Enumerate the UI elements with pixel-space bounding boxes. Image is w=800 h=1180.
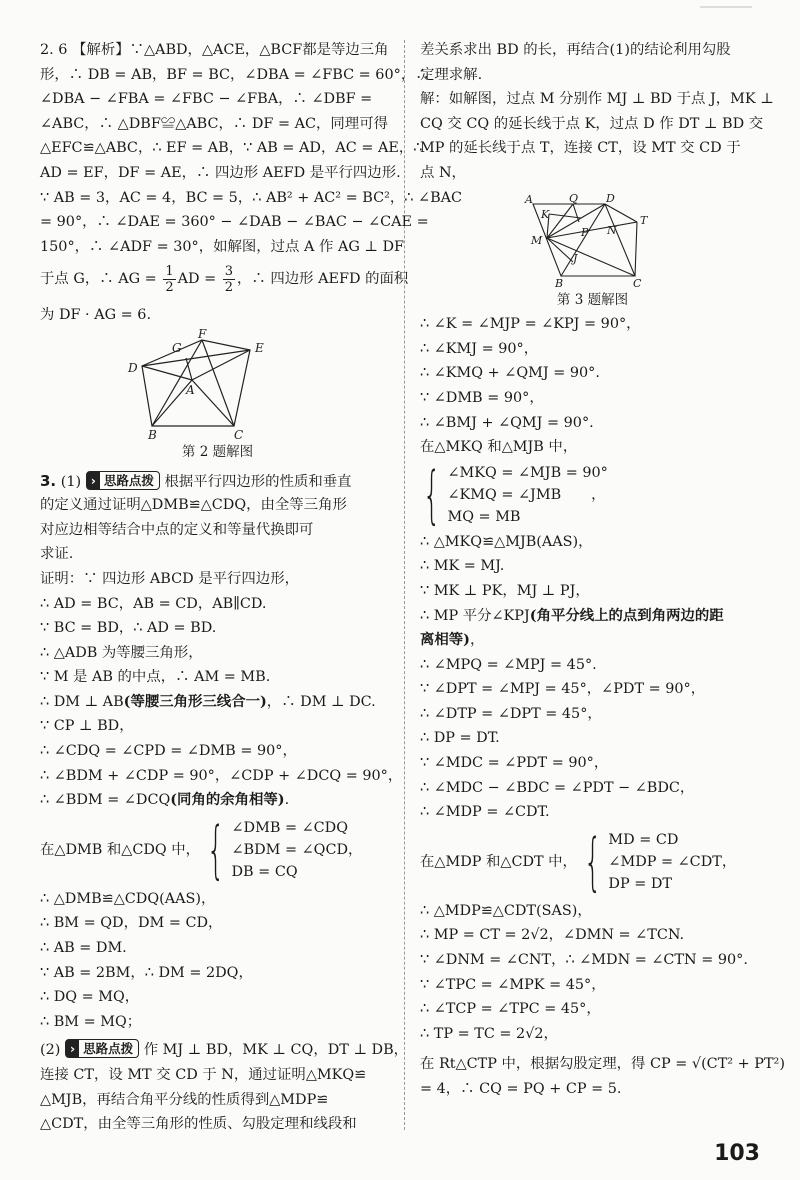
chevron-right-icon: › [87,472,100,489]
system-row: ∠MKQ = ∠MJB = 90° [447,464,608,481]
p3-hint-line: 的定义通过证明△DMB≌△CDQ，由全等三角形 [40,497,347,514]
system-row: ∠KMQ = ∠JMB [447,486,562,503]
system-1 [40,813,395,887]
proof-line [40,690,395,715]
proof-line: ∴ ∠CDQ = ∠CPD = ∠DMB = 90°， [40,743,297,760]
p2-line: ∠DBA − ∠FBA = ∠FBC − ∠FBA，∴ ∠DBF = [40,91,373,108]
part-label: (2) [40,1042,61,1059]
fig2-label: E [254,340,264,355]
scan-mark [700,6,752,8]
denominator: 2 [224,279,234,295]
proof-line [40,788,395,813]
p2-line: ∠ABC，∴ △DBF≌△ABC，∴ DF = AC，同理可得 [40,115,388,132]
figure-3 [523,192,663,288]
step-line [420,604,765,629]
step-line: ∵ ∠TPC = ∠MPK = 45°， [420,976,606,993]
step-line: ∵ ∠DMB = 90°， [420,389,544,406]
fig2-label: F [197,327,206,341]
step-line: ∴ ∠TCP = ∠TPC = 45°， [420,1001,601,1018]
step-line: ∴ △MDP≌△CDT(SAS)， [420,902,592,919]
fig3-label: P [580,225,588,239]
denominator: 2 [165,279,174,295]
reason: 离相等) [420,631,470,649]
step-line: 在 Rt△CTP 中，根据勾股定理，得 CP = √(CT² + PT²) [420,1056,785,1073]
equation-system [577,824,737,898]
step-line [420,628,765,653]
system-row-wrap [447,484,607,506]
p3-hint-line: △CDT，由全等三角形的性质、勾股定理和线段和 [40,1116,357,1133]
text: ∴ MP 平分∠KPJ [420,607,530,624]
step-line: ∴ MK = MJ. [420,558,505,575]
p2-line: △EFC≌△ABC，∴ EF = AB，∵ AB = AD，AC = AE，∴ [40,140,423,157]
proof-line: ∴ DQ = MQ， [40,989,140,1006]
text: ∴ DM ⊥ AB [40,693,124,710]
hint-badge [65,1039,139,1058]
text: ，∴ DM ⊥ DC. [266,693,376,710]
p2-line: = 90°，∴ ∠DAE = 360° − ∠DAB − ∠BAC − ∠CAE = [40,214,429,231]
problem-number: 3. [40,471,57,490]
fig3-label: T [639,213,647,227]
proof-line: ∴ AD = BC，AB = CD，AB∥CD. [40,595,267,612]
step-line: 在△MKQ 和△MJB 中， [420,439,578,456]
brace: { [422,457,441,531]
text-line: 差关系求出 BD 的长，再结合(1)的结论利用勾股 [420,42,731,58]
p2-line: 2. 6 【解析】∵△ABD，△ACE，△BCF都是等边三角 [40,42,389,58]
text: 在△MDP 和△CDT 中， [420,853,577,870]
text: ，∴ 四边形 AEFD 的面积 [237,271,409,288]
step-line: ∴ ∠MPQ = ∠MPJ = 45°. [420,656,597,673]
proof-line: 证明：∵ 四边形 ABCD 是平行四边形， [40,570,299,587]
text: 作 MJ ⊥ BD，MK ⊥ CQ，DT ⊥ DB， [143,1042,409,1059]
fig2-label: C [233,427,243,440]
figure-2-caption: 第 2 题解图 [181,443,254,460]
fig3-label: J [572,251,577,265]
proof-line: ∵ AB = 2BM，∴ DM = 2DQ， [40,964,253,981]
numerator: 1 [165,263,174,279]
reason: (同角的余角相等) [170,791,285,809]
text: 在△DMB 和△CDQ 中， [40,841,201,858]
equation-system [200,812,363,886]
step-line: ∵ ∠DPT = ∠MPJ = 45°，∠PDT = 90°， [420,681,706,698]
figure-2 [118,328,318,440]
problem-3 [40,469,409,1137]
reason: (角平分线上的点到角两边的距 [529,606,724,624]
step-line: ∵ ∠MDC = ∠PDT = 90°， [420,755,609,772]
p3-hint-line: △MJB，再结合角平分线的性质得到△MDP≌ [40,1091,329,1108]
solution-line: 解：如解图，过点 M 分别作 MJ ⊥ BD 于点 J，MK ⊥ [420,91,774,108]
text: ， [469,632,485,649]
proof-line: ∴ ∠BDM + ∠CDP = 90°，∠CDP + ∠DCQ = 90°， [40,767,403,784]
p2-line: 150°，∴ ∠ADF = 30°，如解图，过点 A 作 AG ⊥ DF [40,238,405,255]
proof-line: ∴ BM = QD，DM = CD， [40,915,223,932]
text-line: 定理求解. [420,66,483,83]
p2-fraction-line [40,259,409,299]
p3-hint-line [40,469,395,494]
p3-hint-line: 求证. [40,546,74,563]
chevron-right-icon: › [66,1040,79,1057]
step-line: ∴ ∠K = ∠MJP = ∠KPJ = 90°， [420,316,641,333]
step-line: ∴ ∠KMJ = 90°， [420,340,539,357]
fig3-label: B [554,276,563,288]
step-line: ∴ ∠MDP = ∠CDT. [420,804,550,821]
fig2-label: G [171,340,182,355]
p3-hint-line: 连接 CT，设 MT 交 CD 于 N，通过证明△MKQ≌ [40,1067,367,1083]
text: 根据平行四边形的性质和垂直 [164,473,352,490]
fig3-label: A [524,192,533,206]
step-line: ∴ ∠MDC − ∠BDC = ∠PDT − ∠BDC， [420,779,695,796]
step-line: ∴ ∠BMJ + ∠QMJ = 90°. [420,414,594,431]
system-3 [420,825,765,899]
brace: { [206,812,225,886]
right-column [420,38,785,1102]
step-line: ∵ MK ⊥ PK，MJ ⊥ PJ， [420,582,590,599]
proof-line: ∵ BC = BD，∴ AD = BD. [40,620,217,637]
proof-line: ∵ M 是 AB 的中点，∴ AM = MB. [40,669,271,686]
system-row: MD = CD [608,831,679,848]
proof-line: ∵ CP ⊥ BD， [40,718,134,735]
figure-3-caption: 第 3 题解图 [556,291,629,308]
system-row: MQ = MB [447,508,521,525]
system-row: DP = DT [608,875,672,892]
p2-line: AD = EF，DF = AE，∴ 四边形 AEFD 是平行四边形. [40,164,401,181]
p3-hint-line: 对应边相等结合中点的定义和等量代换即可 [40,521,314,538]
hint-badge [86,471,160,490]
reason: (等腰三角形三线合一) [123,692,267,710]
system-2 [416,457,765,531]
brace: { [583,824,602,898]
fig3-label: N [606,223,617,237]
text: . [284,792,290,809]
step-line: ∵ ∠DNM = ∠CNT，∴ ∠MDN = ∠CTN = 90°. [420,952,748,969]
text: ∴ ∠BDM = ∠DCQ [40,792,171,809]
proof-line: ∴ BM = MQ； [40,1013,142,1030]
badge-label: 思路点拨 [103,472,154,488]
fig3-label: C [632,276,641,288]
fig2-label: A [185,382,195,397]
step-line: ∴ ∠KMQ + ∠QMJ = 90°. [420,365,600,382]
system-row: ∠DMB = ∠CDQ [231,819,349,836]
proof-line: ∴ △DMB≌△CDQ(AAS)， [40,890,216,907]
solution-line: CQ 交 CQ 的延长线于点 K，过点 D 作 DT ⊥ BD 交 [420,115,764,132]
numerator: 3 [224,263,234,279]
system-row: ∠MDP = ∠CDT， [608,853,737,870]
step-line: ∴ TP = TC = 2√2， [420,1025,558,1042]
step-line: ∴ ∠DTP = ∠DPT = 45°， [420,705,602,722]
text: AD = [177,271,217,288]
step-line: ∴ DP = DT. [420,730,500,747]
step-line: = 4，∴ CQ = PQ + CP = 5. [420,1081,622,1097]
equation-system [416,457,608,531]
p2-line: ∵ AB = 3，AC = 4，BC = 5，∴ AB² + AC² = BC²，∴ ∠BAC [40,189,463,206]
step-line: ∴ MP = CT = 2√2，∠DMN = ∠TCN. [420,927,685,944]
step-line: ∴ △MKQ≌△MJB(AAS)， [420,533,593,550]
fraction-1-2 [163,264,175,295]
fig2-label: D [127,360,138,375]
solution-line: MP 的延长线于点 T，连接 CT，设 MT 交 CD 于 [420,140,741,157]
fig3-label: K [540,207,549,221]
fig3-label: Q [568,191,578,205]
system-row: ∠BDM = ∠QCD， [231,841,363,858]
p2-line: 形，∴ DB = AB，BF = BC，∠DBA = ∠FBC = 60°，∴ [40,66,430,83]
page-number: 103 [714,1141,760,1166]
fig3-label: M [530,233,542,247]
part-label: (1) [60,473,82,490]
proof-line: ∴ AB = DM. [40,940,127,957]
solution-line: 点 N， [420,164,466,181]
p2-last-line: 为 DF · AG = 6. [40,307,152,324]
fraction-3-2 [223,264,235,295]
proof-line: ∴ △ADB 为等腰三角形， [40,644,203,661]
text: ， [591,486,606,503]
system-row: DB = CQ [231,863,298,880]
text: 于点 G，∴ AG = [40,271,157,288]
fig2-label: B [147,427,157,440]
badge-label: 思路点拨 [83,1041,134,1057]
fig3-label: D [605,191,615,205]
p3-part2-line [40,1038,409,1063]
